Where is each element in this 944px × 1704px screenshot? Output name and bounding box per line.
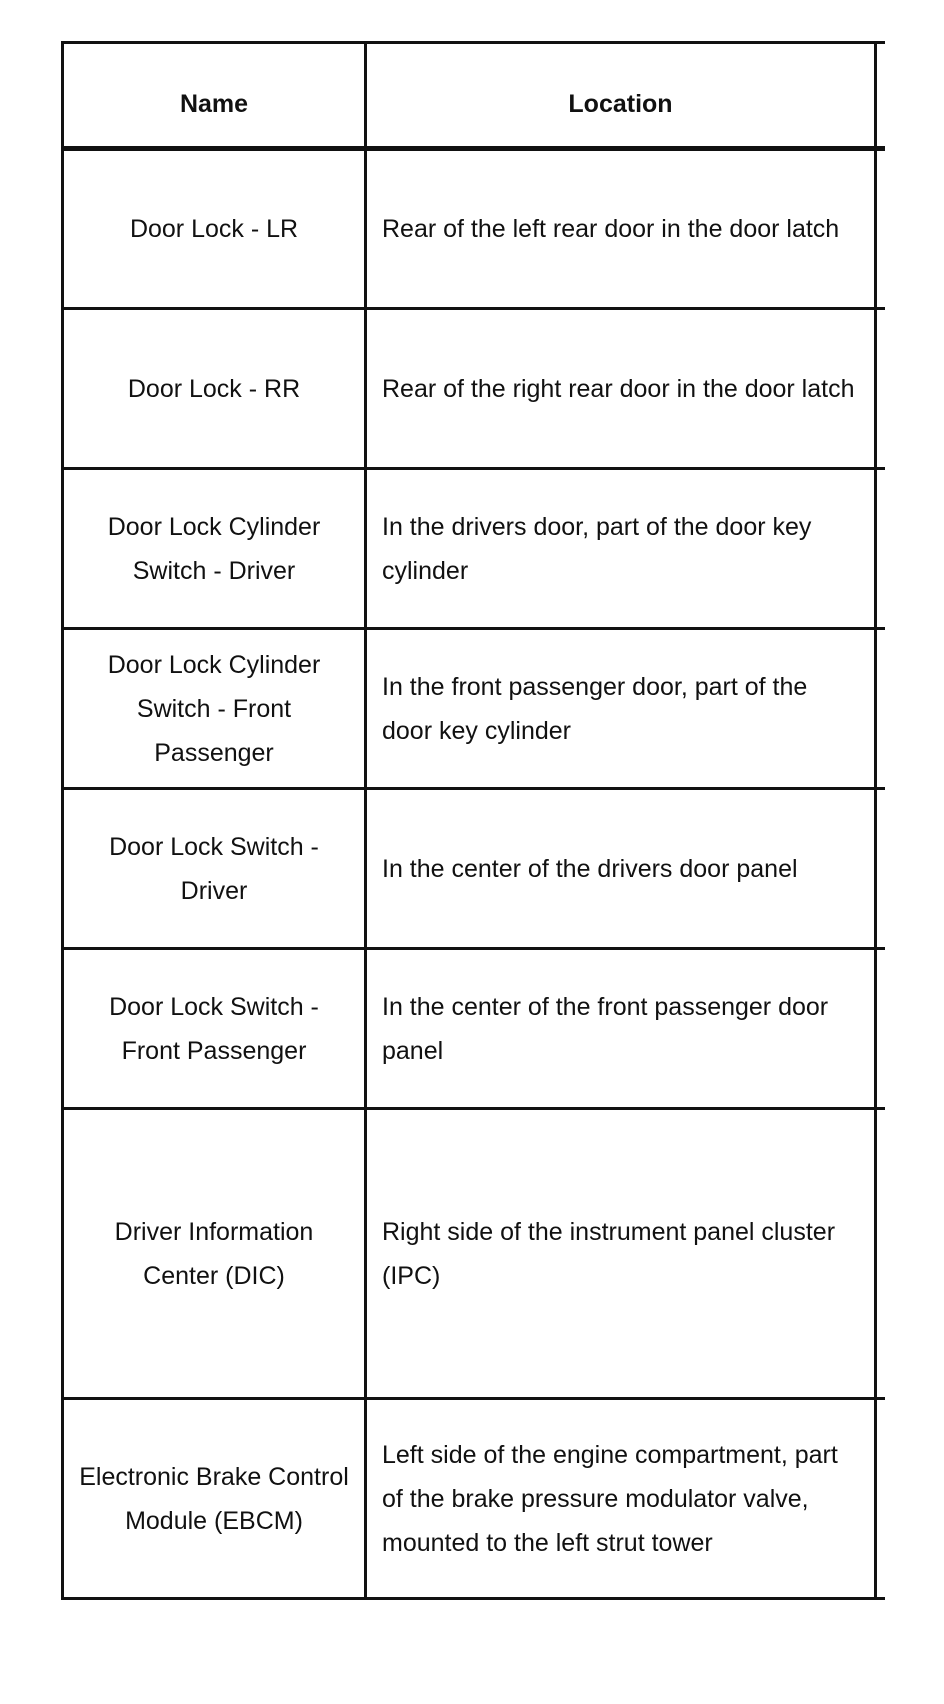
component-name-cell: Driver Information Center (DIC)	[63, 1109, 366, 1399]
component-location-cell: Left side of the engine compartment, part of the brake pressure modulator valve, mounted to the left strut tower	[366, 1399, 876, 1599]
table-row	[63, 789, 885, 949]
component-location-table-wrapper	[61, 41, 883, 1600]
table-edge-stub	[876, 629, 885, 789]
component-name-cell: Electronic Brake Control Module (EBCM)	[63, 1399, 366, 1599]
component-location-cell: Right side of the instrument panel cluster (IPC)	[366, 1109, 876, 1399]
component-location-cell: In the center of the drivers door panel	[366, 789, 876, 949]
location-column-header: Location	[366, 43, 876, 149]
table-row	[63, 309, 885, 469]
table-row	[63, 1109, 885, 1399]
table-row	[63, 469, 885, 629]
component-location-cell: Rear of the left rear door in the door latch	[366, 149, 876, 309]
table-edge-stub	[876, 949, 885, 1109]
table-edge-stub	[876, 149, 885, 309]
component-location-table	[61, 41, 885, 1600]
component-location-cell: In the center of the front passenger door panel	[366, 949, 876, 1109]
table-edge-stub	[876, 43, 885, 149]
table-edge-stub	[876, 1109, 885, 1399]
component-name-cell: Door Lock - LR	[63, 149, 366, 309]
component-name-cell: Door Lock Cylinder Switch - Front Passenger	[63, 629, 366, 789]
component-location-cell: In the drivers door, part of the door key cylinder	[366, 469, 876, 629]
name-column-header: Name	[63, 43, 366, 149]
component-location-cell: In the front passenger door, part of the door key cylinder	[366, 629, 876, 789]
component-name-cell: Door Lock Switch - Driver	[63, 789, 366, 949]
table-header-row	[63, 43, 885, 149]
component-name-cell: Door Lock Switch - Front Passenger	[63, 949, 366, 1109]
table-edge-stub	[876, 309, 885, 469]
component-name-cell: Door Lock Cylinder Switch - Driver	[63, 469, 366, 629]
table-row	[63, 1399, 885, 1599]
table-edge-stub	[876, 469, 885, 629]
component-name-cell: Door Lock - RR	[63, 309, 366, 469]
table-row	[63, 629, 885, 789]
table-edge-stub	[876, 789, 885, 949]
component-location-cell: Rear of the right rear door in the door latch	[366, 309, 876, 469]
table-row	[63, 149, 885, 309]
table-edge-stub	[876, 1399, 885, 1599]
table-row	[63, 949, 885, 1109]
